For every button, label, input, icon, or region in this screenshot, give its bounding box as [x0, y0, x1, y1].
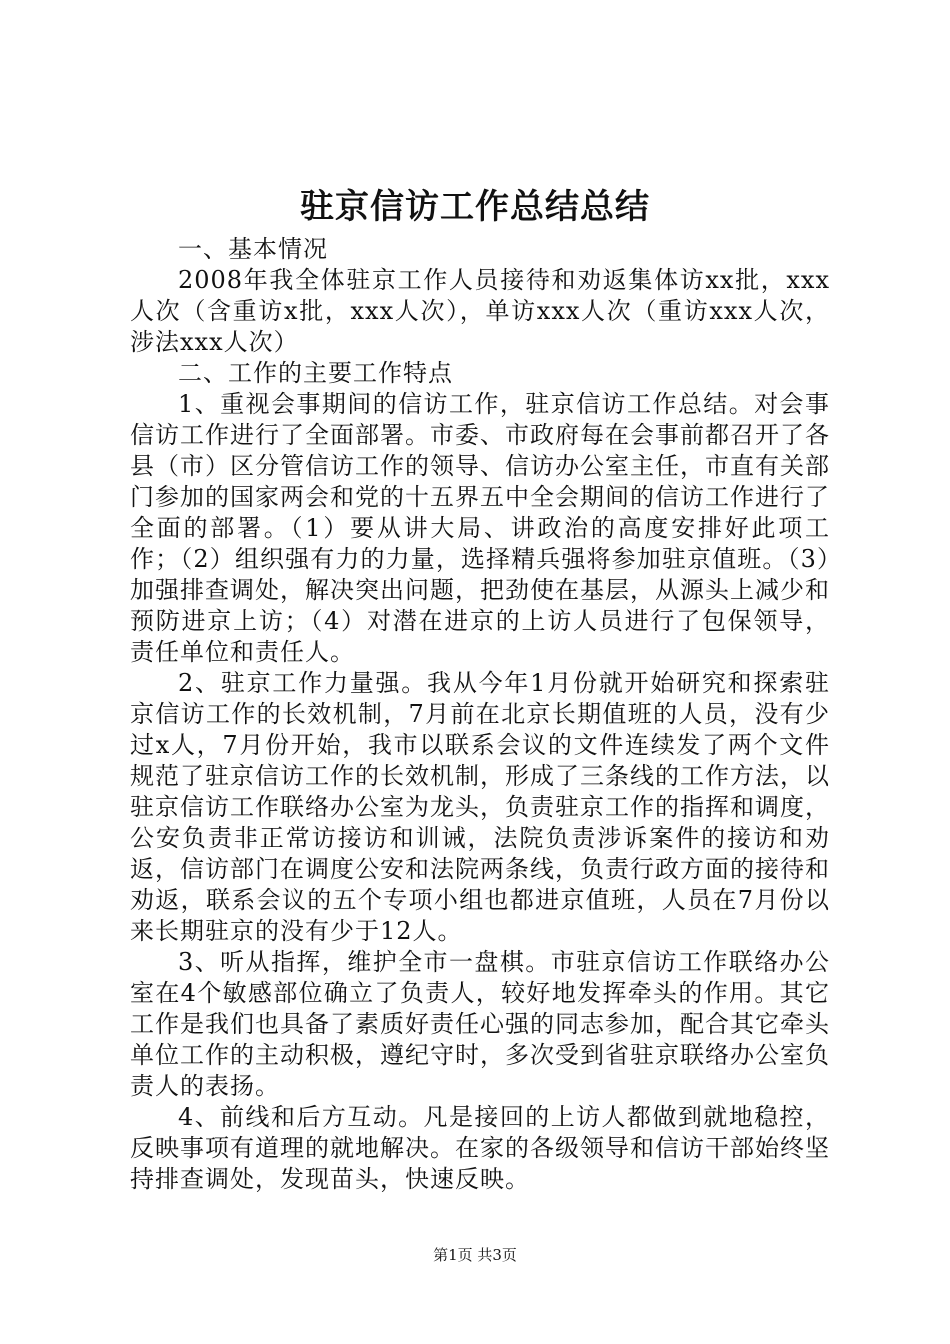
paragraph-feature-4: 4、前线和后方互动。凡是接回的上访人都做到就地稳控，反映事项有道理的就地解决。在家的各级领导和信访干部始终坚持排查调处，发现苗头，快速反映。	[130, 1103, 830, 1193]
paragraph-visit-statistics: 2008年我全体驻京工作人员接待和劝返集体访xx批，xxx人次（含重访x批，xxx人次），单访xxx人次（重访xxx人次，涉法xxx人次）	[130, 266, 830, 356]
section-heading-work-features: 二、工作的主要工作特点	[178, 359, 453, 387]
document-body	[130, 234, 830, 1195]
paragraph-feature-3: 3、听从指挥，维护全市一盘棋。市驻京信访工作联络办公室在4个敏感部位确立了负责人，较好地发挥牵头的作用。其它工作是我们也具备了素质好责任心强的同志参加，配合其它牵头单位工作的主动积极，遵纪守时，多次受到省驻京联络办公室负责人的表扬。	[130, 948, 830, 1100]
paragraph-feature-2: 2、驻京工作力量强。我从今年1月份就开始研究和探索驻京信访工作的长效机制，7月前在北京长期值班的人员，没有少过x人，7月份开始，我市以联系会议的文件连续发了两个文件规范了驻京信访工作的长效机制，形成了三条线的工作方法，以驻京信访工作联络办公室为龙头，负责驻京工作的指挥和调度，公安负责非正常访接访和训诫，法院负责涉诉案件的接访和劝返，信访部门在调度公安和法院两条线，负责行政方面的接待和劝返，联系会议的五个专项小组也都进京值班，人员在7月份以来长期驻京的没有少于12人。	[130, 669, 830, 945]
section-heading-basic-info: 一、基本情况	[178, 235, 328, 263]
page-number-footer: 第1页 共3页	[433, 1246, 517, 1264]
document-title: 驻京信访工作总结总结	[300, 187, 650, 227]
paragraph-feature-1: 1、重视会事期间的信访工作，驻京信访工作总结。对会事信访工作进行了全面部署。市委、市政府每在会事前都召开了各县（市）区分管信访工作的领导、信访办公室主任，市直有关部门参加的国家两会和党的十五界五中全会期间的信访工作进行了全面的部署。（1）要从讲大局、讲政治的高度安排好此项工作；（2）组织强有力的力量，选择精兵强将参加驻京值班。（3）加强排查调处，解决突出问题，把劲使在基层，从源头上减少和预防进京上访；（4）对潜在进京的上访人员进行了包保领导，责任单位和责任人。	[130, 390, 830, 666]
